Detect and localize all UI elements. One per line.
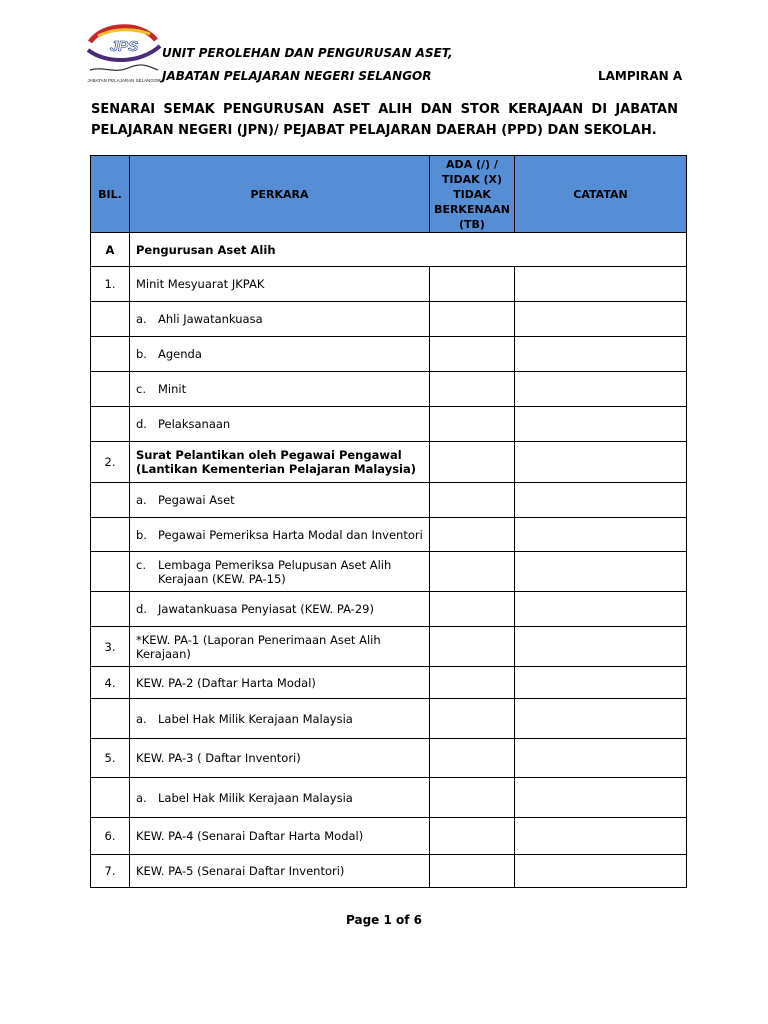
status-cell[interactable] (430, 267, 515, 302)
table-row (91, 267, 687, 302)
note-cell[interactable] (515, 483, 687, 518)
checklist-table (90, 155, 687, 888)
row-text: Surat Pelantikan oleh Pegawai Pengawal (Lantikan Kementerian Pelajaran Malaysia) (130, 442, 430, 483)
sub-item-text: Lembaga Pemeriksa Pelupusan Aset Alih Kerajaan (KEW. PA-15) (158, 557, 392, 586)
logo-caption: JABATAN PELAJARAN SELANGOR (87, 78, 161, 83)
sub-item-letter: a. (136, 711, 147, 726)
sub-item-text: Label Hak Milik Kerajaan Malaysia (158, 711, 353, 726)
row-num: 3. (91, 627, 130, 667)
section-row (91, 233, 687, 267)
row-num (91, 337, 130, 372)
table-row (91, 855, 687, 888)
table-row (91, 667, 687, 699)
status-cell[interactable] (430, 483, 515, 518)
status-cell[interactable] (430, 667, 515, 699)
table-row (91, 818, 687, 855)
row-num: 5. (91, 739, 130, 778)
sub-item-letter: d. (136, 602, 147, 616)
page-number: Page 1 of 6 (346, 913, 422, 927)
note-cell[interactable] (515, 552, 687, 592)
section-label: Pengurusan Aset Alih (130, 233, 687, 267)
note-cell[interactable] (515, 855, 687, 888)
status-cell[interactable] (430, 518, 515, 552)
note-cell[interactable] (515, 337, 687, 372)
status-cell[interactable] (430, 302, 515, 337)
table-row (91, 552, 687, 592)
status-cell[interactable] (430, 818, 515, 855)
row-num: 6. (91, 818, 130, 855)
org-line-1: UNIT PEROLEHAN DAN PENGURUSAN ASET, (162, 46, 453, 60)
table-row (91, 518, 687, 552)
row-num: 7. (91, 855, 130, 888)
row-num (91, 372, 130, 407)
table-row (91, 592, 687, 627)
header-bil: BIL. (91, 156, 130, 233)
status-cell[interactable] (430, 407, 515, 442)
table-row (91, 372, 687, 407)
row-num (91, 518, 130, 552)
note-cell[interactable] (515, 592, 687, 627)
row-num: 2. (91, 442, 130, 483)
status-cell[interactable] (430, 372, 515, 407)
status-cell[interactable] (430, 778, 515, 818)
status-cell[interactable] (430, 739, 515, 778)
row-text: *KEW. PA-1 (Laporan Penerimaan Aset Alih Kerajaan) (130, 627, 430, 667)
document-title: SENARAI SEMAK PENGURUSAN ASET ALIH DAN STOR KERAJAAN DI JABATAN PELAJARAN NEGERI (JPN)/ PEJABAT PELAJARAN DAERAH (PPD) DAN SEKOLAH. (91, 102, 678, 138)
row-num (91, 483, 130, 518)
sub-item-text: Pegawai Pemeriksa Harta Modal dan Inventori (158, 527, 423, 542)
table-row (91, 407, 687, 442)
sub-item-letter: d. (136, 417, 147, 431)
row-text: KEW. PA-5 (Senarai Daftar Inventori) (130, 855, 430, 888)
status-cell[interactable] (430, 627, 515, 667)
attachment-label: LAMPIRAN A (598, 69, 683, 83)
note-cell[interactable] (515, 442, 687, 483)
sub-item-letter: a. (136, 493, 147, 507)
jps-logo (84, 20, 164, 86)
status-cell[interactable] (430, 337, 515, 372)
header-ada: ADA (/) / TIDAK (X) TIDAK BERKENAAN (TB) (430, 156, 515, 233)
sub-item-text: Minit (158, 382, 187, 396)
note-cell[interactable] (515, 518, 687, 552)
sub-item-letter: a. (136, 312, 147, 326)
row-text: Minit Mesyuarat JKPAK (130, 267, 430, 302)
sub-item-text: Jawatankuasa Penyiasat (KEW. PA-29) (158, 602, 374, 616)
row-num: 4. (91, 667, 130, 699)
section-num: A (91, 233, 130, 267)
status-cell[interactable] (430, 699, 515, 739)
header-catatan: CATATAN (515, 156, 687, 233)
status-cell[interactable] (430, 855, 515, 888)
row-num (91, 592, 130, 627)
note-cell[interactable] (515, 818, 687, 855)
table-row (91, 627, 687, 667)
note-cell[interactable] (515, 739, 687, 778)
row-text: KEW. PA-3 ( Daftar Inventori) (130, 739, 430, 778)
sub-item-text: Pegawai Aset (158, 493, 235, 507)
note-cell[interactable] (515, 627, 687, 667)
note-cell[interactable] (515, 667, 687, 699)
sub-item-letter: b. (136, 347, 147, 361)
note-cell[interactable] (515, 267, 687, 302)
sub-item-letter: c. (136, 382, 146, 396)
row-text: KEW. PA-4 (Senarai Daftar Harta Modal) (130, 818, 430, 855)
status-cell[interactable] (430, 552, 515, 592)
header-perkara: PERKARA (130, 156, 430, 233)
sub-item-letter: c. (136, 557, 146, 572)
logo-text: JPS (109, 38, 139, 55)
note-cell[interactable] (515, 372, 687, 407)
table-row (91, 483, 687, 518)
row-num (91, 699, 130, 739)
sub-item-letter: b. (136, 527, 147, 542)
table-row (91, 442, 687, 483)
table-row (91, 337, 687, 372)
table-row (91, 302, 687, 337)
sub-item-text: Pelaksanaan (158, 417, 231, 431)
row-num (91, 302, 130, 337)
sub-item-letter: a. (136, 790, 147, 805)
row-num (91, 778, 130, 818)
status-cell[interactable] (430, 442, 515, 483)
row-text: KEW. PA-2 (Daftar Harta Modal) (130, 667, 430, 699)
sub-item-text: Agenda (158, 347, 202, 361)
table-row (91, 778, 687, 818)
note-cell[interactable] (515, 407, 687, 442)
note-cell[interactable] (515, 778, 687, 818)
note-cell[interactable] (515, 302, 687, 337)
row-num (91, 407, 130, 442)
table-row (91, 699, 687, 739)
row-num (91, 552, 130, 592)
sub-item-text: Label Hak Milik Kerajaan Malaysia (158, 790, 353, 805)
table-row (91, 739, 687, 778)
row-num: 1. (91, 267, 130, 302)
table-header-row (91, 156, 687, 233)
note-cell[interactable] (515, 699, 687, 739)
status-cell[interactable] (430, 592, 515, 627)
org-line-2: JABATAN PELAJARAN NEGERI SELANGOR (162, 69, 432, 83)
sub-item-text: Ahli Jawatankuasa (158, 312, 263, 326)
